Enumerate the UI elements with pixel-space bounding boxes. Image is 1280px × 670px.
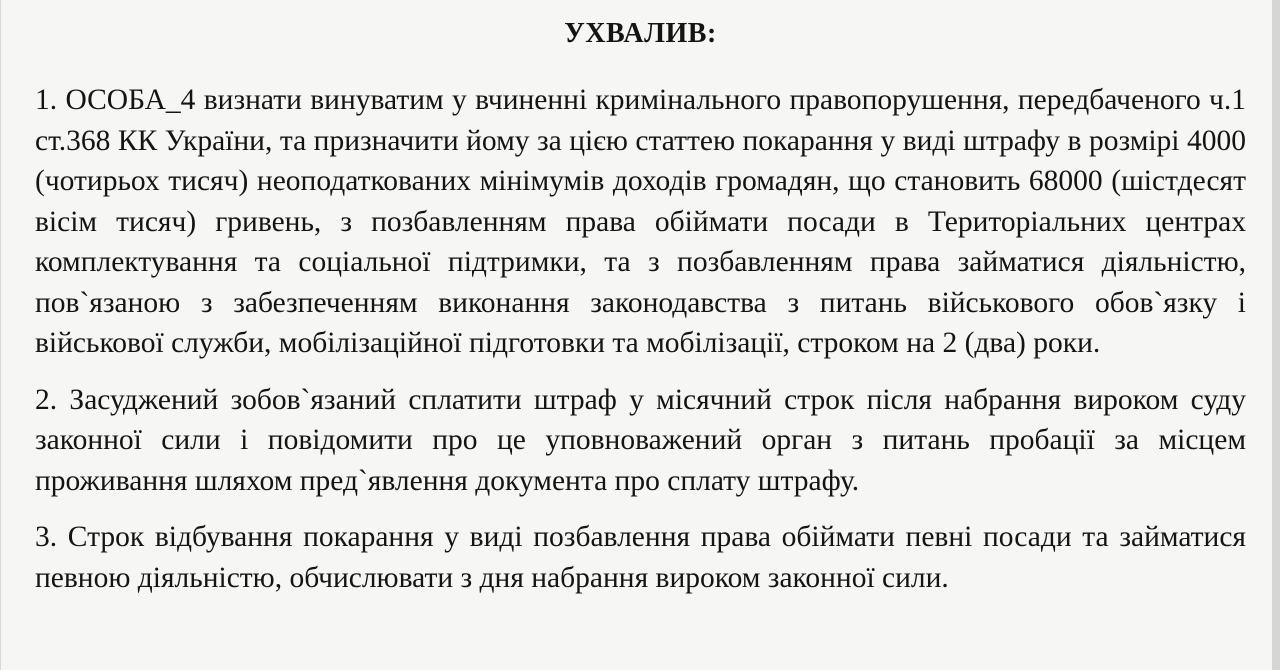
paragraph-2: 2. Засуджений зобов`язаний сплатити штраф у місячний строк після набрання вироком суду законної сили і повідомити про це уповноважений орган з питань пробації за місцем проживання шляхом пред`явлення документа про сплату штрафу. — [35, 383, 1246, 497]
paragraph-1: 1. ОСОБА_4 визнати винуватим у вчиненні кримінального правопорушення, передбаченого ч.1 ст.368 КК України, та призначити йому за цією статтею покарання у виді штрафу в розмірі 4000 (чотирьох тисяч) неоподаткованих мінімумів доходів громадян, що становить 68000 (шістдесят вісім тисяч) гривень, з позбавленням права обіймати посади в Територіальних центрах комплектування та соціальної підтримки, та з позбавленням права займатися діяльністю, пов`язаною з забезпеченням виконання законодавства з питань військового обов`язку і військової служби, мобілізаційної підготовки та мобілізації, строком на 2 (два) роки. — [35, 84, 1246, 359]
paragraph-3: 3. Строк відбування покарання у виді позбавлення права обіймати певні посади та займатися певною діяльністю, обчислювати з дня набрання вироком законної сили. — [35, 521, 1246, 594]
document-heading: УХВАЛИВ: — [564, 18, 717, 49]
